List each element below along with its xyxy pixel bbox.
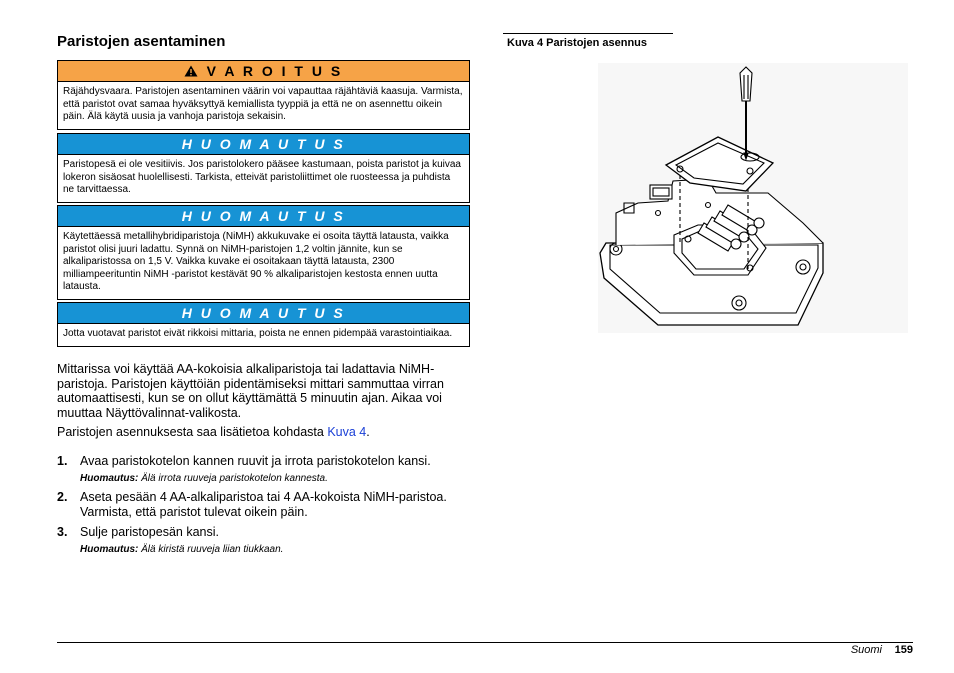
step-number: 1. (57, 454, 68, 468)
reference-text: Paristojen asennuksesta saa lisätietoa kohdasta (57, 425, 328, 439)
step-number: 3. (57, 525, 68, 539)
figure-link[interactable]: Kuva 4 (327, 425, 367, 439)
caution-box (57, 205, 470, 300)
step-3-note (80, 544, 283, 555)
reference-suffix: . (366, 425, 370, 439)
note-label: Huomautus: (80, 473, 139, 484)
figure-caption: Kuva 4 Paristojen asennus (507, 37, 647, 49)
intro-paragraph: Mittarissa voi käyttää AA-kokoisia alkaliparistoja tai ladattavia NiMH-paristoja. Paristojen käyttöiän pidentämiseksi mittari sammuttaa virran automaattisesti, kun se on ollut käyttämättä 5 minuutin ajan. Aikaa voi muuttaa Näyttövalinnat-valikosta. (57, 362, 444, 420)
warning-text: Räjähdysvaara. Paristojen asentaminen väärin voi vapauttaa räjähtäviä kaasuja. Varmista, että paristot ovat samaa hyväksyttyä kemiallista tyyppiä ja että ne on asennettu oikein päin. Älä käytä uusia ja vanhoja paristoja sekaisin. (63, 86, 463, 122)
warning-box (57, 60, 470, 130)
step-3 (57, 525, 472, 540)
caution-text: Paristopesä ei ole vesitiivis. Jos paristolokero pääsee kastumaan, poista paristot ja kuivaa lokeron sisäosat huolellisesti. Tarkista, etteivät paristoliittimet ole ruosteessa ja puhdista ne tarvittaessa. (63, 159, 461, 195)
step-text: Aseta pesään 4 AA-alkaliparistoa tai 4 AA-kokoista NiMH-paristoa. Varmista, että paristot tulevat oikein päin. (80, 490, 447, 519)
section-title: Paristojen asentaminen (57, 33, 226, 50)
caution-header: H U O M A U T U S (58, 303, 469, 324)
note-text: Älä kiristä ruuveja liian tiukkaan. (138, 544, 284, 555)
step-number: 2. (57, 490, 68, 504)
step-text: Sulje paristopesän kansi. (80, 525, 219, 539)
caution-text: Käytettäessä metallihybridiparistoja (NiMH) akkukuvake ei osoita täyttä latausta, vaikka paristot olisi juuri ladattu. Synnä on NiMH-paristojen 1,2 voltin jännite, kun se alkaliparistossa on 1,5 V. Vaikka kuvake ei osoitakaan täyttä latausta, 2300 milliampeerituntin NiMH -paristot kestävät 90 % alkaliparistojen kestosta ennen uutta latausta. (63, 231, 449, 292)
warning-triangle-icon (184, 63, 204, 79)
footer-rule (57, 642, 913, 643)
warning-header (58, 61, 469, 82)
warning-heading: V A R O I T U S (206, 63, 343, 79)
page-number: 159 (894, 644, 913, 656)
caution-text: Jotta vuotavat paristot eivät rikkoisi mittaria, poista ne ennen pidempää varastointiaikaa. (63, 328, 453, 339)
caution-header: H U O M A U T U S (58, 206, 469, 227)
note-label: Huomautus: (80, 544, 139, 555)
battery-installation-illustration (598, 63, 908, 333)
step-text: Avaa paristokotelon kannen ruuvit ja irrota paristokotelon kansi. (80, 454, 431, 468)
note-text: Älä irrota ruuveja paristokotelon kannesta. (138, 473, 328, 484)
caution-header: H U O M A U T U S (58, 134, 469, 155)
caution-box (57, 133, 470, 203)
reference-paragraph (57, 425, 472, 440)
footer-language: Suomi (850, 644, 882, 656)
step-1-note (80, 473, 328, 484)
step-2 (57, 490, 472, 519)
caution-box (57, 302, 470, 347)
figure-rule (503, 33, 673, 34)
step-1 (57, 454, 472, 469)
